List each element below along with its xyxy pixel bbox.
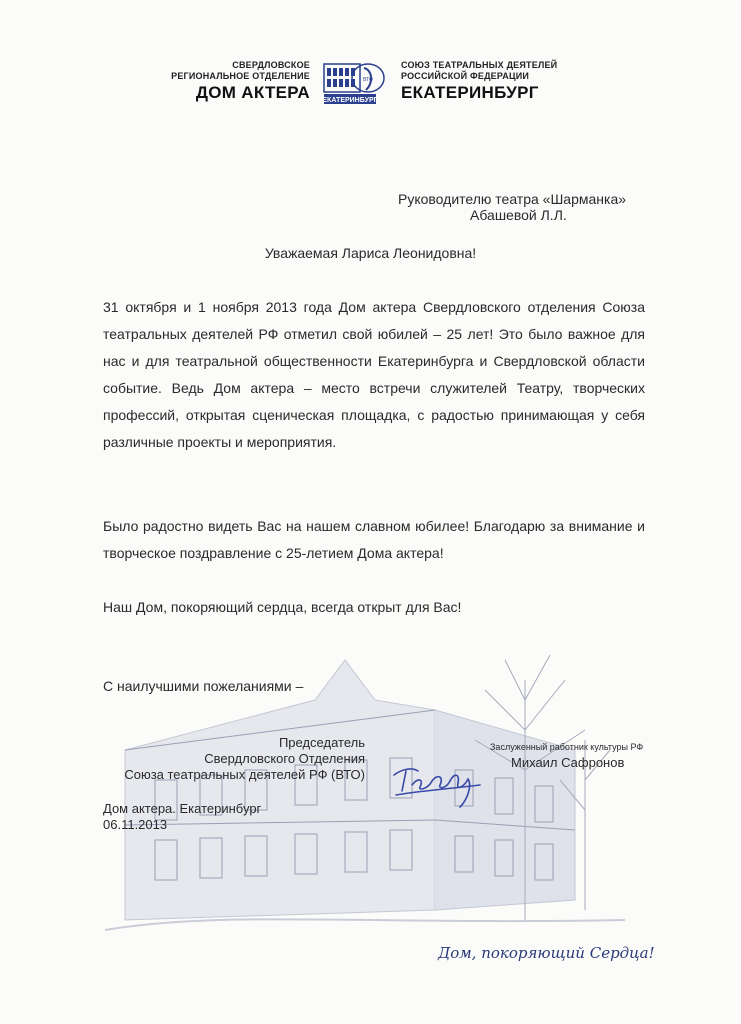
signer-position-line3: Союза театральных деятелей РФ (ВТО) bbox=[124, 767, 365, 782]
place: Дом актера. Екатеринбург bbox=[103, 801, 262, 816]
recipient-line1: Руководителю театра «Шарманка» bbox=[398, 191, 627, 207]
signer-position-line2: Свердловского Отделения bbox=[204, 751, 365, 766]
letterhead-right-line2: РОССИЙСКОЙ ФЕДЕРАЦИИ bbox=[401, 71, 530, 81]
letterhead-right bbox=[401, 60, 601, 104]
paragraph-1: 31 октября и 1 ноября 2013 года Дом актера Свердловского отделения Союза театральных деятелей РФ отметил свой юбилей – 25 лет! Это было важное для нас и для театральной общественности Екатеринбурга и Свердловской области событие. Ведь Дом актера – место встречи служителей Театру, творческих профессий, открытая сценическая площадка, с радостью принимающая у себя различные проекты и мероприятия. bbox=[103, 299, 645, 450]
signer-position-line1: Председатель bbox=[278, 735, 365, 750]
letterhead-left bbox=[110, 60, 310, 104]
place-date bbox=[103, 801, 261, 833]
signer-honorific: Заслуженный работник культуры РФ bbox=[490, 742, 644, 752]
signer-position bbox=[103, 735, 365, 783]
closing: С наилучшими пожеланиями – bbox=[103, 678, 304, 694]
salutation: Уважаемая Лариса Леонидовна! bbox=[264, 245, 477, 261]
letterhead-left-line1: СВЕРДЛОВСКОЕ bbox=[232, 60, 310, 70]
signer-name: Михаил Сафронов bbox=[511, 755, 625, 770]
recipient-line2: Абашевой Л.Л. bbox=[470, 207, 567, 223]
letterhead-right-title: ЕКАТЕРИНБУРГ bbox=[401, 83, 539, 102]
motto: Дом, покоряющий Сердца! bbox=[438, 944, 655, 962]
logo-caption: ЕКАТЕРИНБУРГ bbox=[322, 97, 378, 104]
logo-badge: ВТО bbox=[363, 77, 373, 83]
letterhead-right-line1: СОЮЗ ТЕАТРАЛЬНЫХ ДЕЯТЕЛЕЙ bbox=[401, 60, 558, 70]
paragraph-2: Было радостно видеть Вас на нашем славном юбилее! Благодарю за внимание и творческое поздравление с 25-летием Дома актера! bbox=[103, 518, 645, 561]
handwritten-signature bbox=[388, 755, 488, 815]
paragraph-3: Наш Дом, покоряющий сердца, всегда открыт для Вас! bbox=[103, 599, 462, 615]
date: 06.11.2013 bbox=[103, 817, 168, 832]
dom-aktera-logo bbox=[320, 60, 390, 108]
letterhead-left-title: ДОМ АКТЕРА bbox=[195, 83, 310, 102]
letterhead-left-line2: РЕГИОНАЛЬНОЕ ОТДЕЛЕНИЕ bbox=[171, 71, 310, 81]
